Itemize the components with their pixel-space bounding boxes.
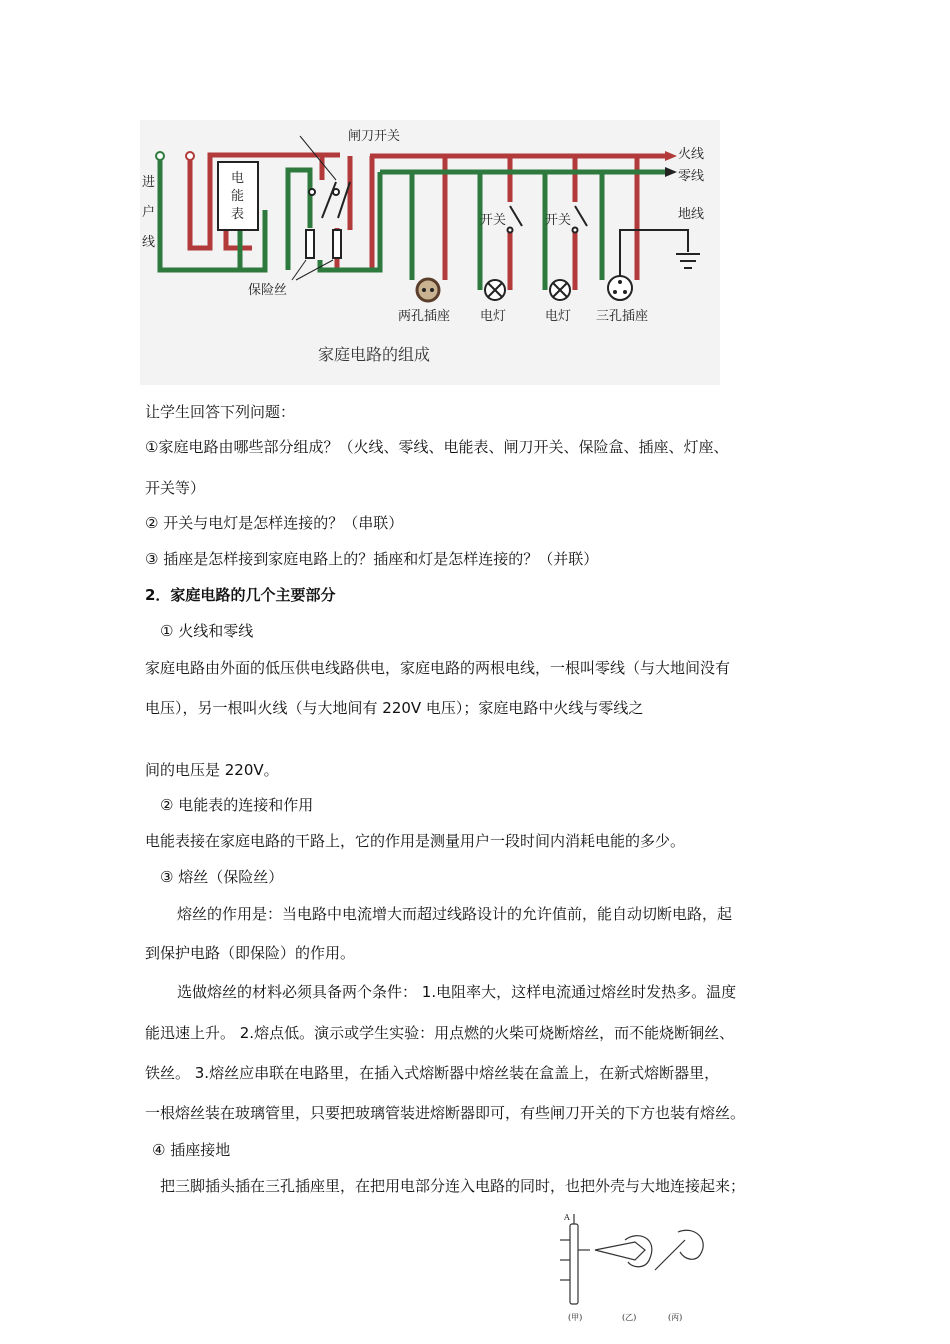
section-heading-2: 2．家庭电路的几个主要部分 bbox=[145, 586, 336, 604]
paragraph-3a: 熔丝的作用是：当电路中电流增大而超过线路设计的允许值前，能自动切断电路，起 bbox=[177, 905, 733, 923]
figure-label-jia: (甲) bbox=[568, 1313, 583, 1322]
figure-label-a: A bbox=[564, 1213, 570, 1222]
figure-label-bing: (丙) bbox=[668, 1313, 683, 1322]
question-2: ② 开关与电灯是怎样连接的？（串联） bbox=[145, 514, 404, 532]
subheading-fuse: ③ 熔丝（保险丝） bbox=[160, 868, 284, 886]
lamp-2-label: 电灯 bbox=[545, 309, 572, 324]
paragraph-5: 把三脚插头插在三孔插座里，在把用电部分连入电路的同时，也把外壳与大地连接起来； bbox=[160, 1177, 746, 1195]
paragraph-4c: 铁丝。 3.熔丝应串联在电路里，在插入式熔断器中熔丝装在盒盖上，在新式熔断器里， bbox=[145, 1064, 720, 1082]
subheading-grounding: ④ 插座接地 bbox=[152, 1141, 231, 1159]
meter-label-2: 能 bbox=[231, 189, 245, 204]
two-hole-socket-symbol bbox=[417, 279, 439, 301]
paragraph-3b: 到保护电路（即保险）的作用。 bbox=[145, 944, 356, 962]
test-pencil-jia bbox=[560, 1214, 590, 1304]
fuse-label: 保险丝 bbox=[248, 283, 288, 298]
subheading-meter: ② 电能表的连接和作用 bbox=[160, 796, 314, 814]
paragraph-4d: 一根熔丝装在玻璃管里，只要把玻璃管装进熔断器即可，有些闸刀开关的下方也装有熔丝。 bbox=[145, 1104, 746, 1122]
three-hole-socket-symbol bbox=[608, 276, 632, 300]
fuse-2 bbox=[333, 230, 341, 258]
incoming-label-2: 户 bbox=[142, 205, 156, 220]
paragraph-1b: 电压），另一根叫火线（与大地间有 220V 电压）；家庭电路中火线与零线之 bbox=[145, 699, 644, 717]
paragraph-1c: 间的电压是 220V。 bbox=[145, 761, 279, 779]
paragraph-4b: 能迅速上升。 2.熔点低。演示或学生实验：用点燃的火柴可烧断熔丝，而不能烧断铜丝、 bbox=[145, 1024, 735, 1042]
knife-switch-label: 闸刀开关 bbox=[348, 129, 401, 144]
test-pencil-bing bbox=[655, 1230, 703, 1270]
question-3: ③ 插座是怎样接到家庭电路上的？插座和灯是怎样连接的？（并联） bbox=[145, 550, 599, 568]
paragraph-1a: 家庭电路由外面的低压供电线路供电，家庭电路的两根电线，一根叫零线（与大地间没有 bbox=[145, 659, 731, 677]
switch-1-label: 开关 bbox=[480, 213, 507, 228]
incoming-label-1: 进 bbox=[142, 175, 156, 190]
lamp-1-symbol bbox=[485, 280, 505, 300]
paragraph-4a: 选做熔丝的材料必须具备两个条件： 1.电阻率大，这样电流通过熔丝时发热多。温度 bbox=[177, 983, 737, 1001]
meter-label-3: 表 bbox=[231, 207, 245, 222]
three-hole-socket-label: 三孔插座 bbox=[596, 309, 649, 324]
question-1: ①家庭电路由哪些部分组成？（火线、零线、电能表、闸刀开关、保险盒、插座、灯座、 bbox=[145, 438, 729, 456]
fuse-1 bbox=[306, 230, 314, 258]
lamp-2-symbol bbox=[550, 280, 570, 300]
neutral-wire-label: 零线 bbox=[678, 169, 705, 184]
figure-label-yi: (乙) bbox=[622, 1313, 637, 1322]
live-wire-label: 火线 bbox=[678, 147, 705, 162]
intro-line: 让学生回答下列问题： bbox=[145, 403, 296, 421]
lamp-1-label: 电灯 bbox=[480, 309, 507, 324]
test-pencil-yi bbox=[595, 1236, 652, 1267]
paragraph-2: 电能表接在家庭电路的干路上，它的作用是测量用户一段时间内消耗电能的多少。 bbox=[145, 832, 686, 850]
diagram-caption: 家庭电路的组成 bbox=[318, 345, 431, 364]
subheading-live-neutral: ① 火线和零线 bbox=[160, 622, 254, 640]
switch-2-label: 开关 bbox=[545, 213, 572, 228]
ground-wire-label: 地线 bbox=[678, 207, 705, 222]
two-hole-socket-label: 两孔插座 bbox=[398, 309, 451, 324]
question-1-cont: 开关等） bbox=[145, 479, 206, 497]
test-pencil-figure bbox=[550, 1210, 720, 1334]
entry-terminal-neutral bbox=[156, 152, 164, 160]
incoming-label-3: 线 bbox=[142, 235, 156, 250]
household-circuit-diagram bbox=[140, 120, 720, 385]
entry-terminal-live bbox=[186, 152, 194, 160]
meter-label-1: 电 bbox=[231, 171, 245, 186]
